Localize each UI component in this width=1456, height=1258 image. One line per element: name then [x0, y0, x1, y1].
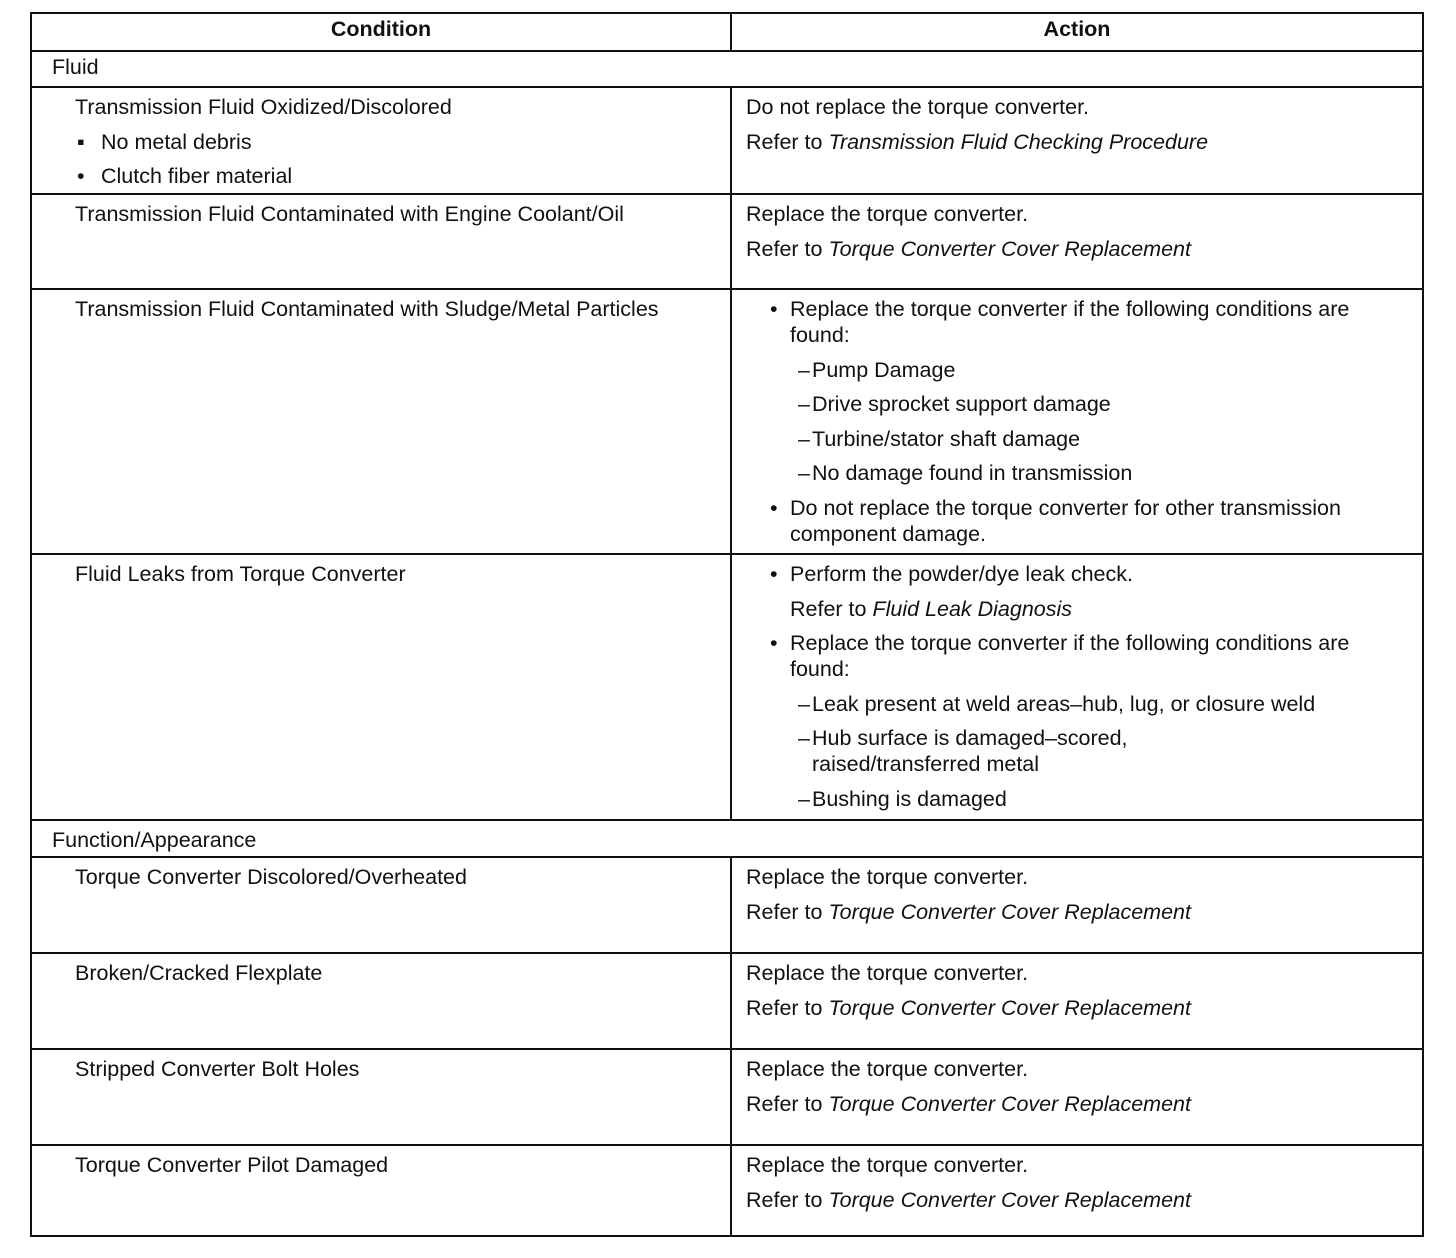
action-cell: [732, 555, 1422, 819]
condition-cell: [32, 290, 732, 553]
action-bullet: • Replace the torque converter if the following conditions are found:: [746, 296, 1412, 348]
condition-cell: [32, 1146, 732, 1235]
action-dash-item: – Pump Damage: [746, 357, 1412, 383]
table-header-row: [32, 14, 1422, 52]
section-fluid: Fluid: [32, 52, 1422, 88]
action-text: Replace the torque converter.: [746, 1153, 1029, 1177]
condition-bullet: • Clutch fiber material: [75, 163, 730, 189]
action-text: Replace the torque converter.: [746, 961, 1029, 985]
action-text: Replace the torque converter.: [746, 1057, 1029, 1081]
condition-text: Stripped Converter Bolt Holes: [75, 1057, 360, 1081]
condition-cell: [32, 1050, 732, 1144]
condition-text: Torque Converter Discolored/Overheated: [75, 865, 467, 889]
action-refer: [746, 236, 1412, 262]
procedure-link[interactable]: Torque Converter Cover Replacement: [828, 1187, 1191, 1212]
condition-cell: [32, 88, 732, 193]
action-refer: [746, 129, 1412, 155]
refer-prefix: Refer to: [746, 129, 829, 154]
condition-cell: [32, 858, 732, 952]
action-text: Replace the torque converter.: [746, 202, 1029, 226]
action-cell: [732, 1050, 1422, 1144]
refer-prefix: Refer to: [746, 899, 829, 924]
action-text: Do not replace the torque converter.: [746, 95, 1090, 119]
refer-prefix: Refer to: [746, 1091, 829, 1116]
procedure-link[interactable]: Transmission Fluid Checking Procedure: [828, 129, 1209, 154]
action-dash-item: – No damage found in transmission: [746, 460, 1412, 486]
condition-text: Transmission Fluid Oxidized/Discolored: [75, 95, 452, 119]
procedure-link[interactable]: Torque Converter Cover Replacement: [828, 236, 1191, 261]
refer-prefix: Refer to: [790, 596, 873, 621]
action-cell: [732, 858, 1422, 952]
table-row: [32, 1050, 1422, 1146]
refer-prefix: Refer to: [746, 995, 829, 1020]
procedure-link[interactable]: Torque Converter Cover Replacement: [828, 899, 1191, 924]
procedure-link[interactable]: Torque Converter Cover Replacement: [828, 995, 1191, 1020]
action-text: Replace the torque converter.: [746, 865, 1029, 889]
action-cell: [732, 954, 1422, 1048]
table-row: [32, 1146, 1422, 1235]
action-cell: [732, 1146, 1422, 1235]
action-refer: [746, 596, 1412, 622]
action-cell: [732, 88, 1422, 193]
action-refer: [746, 1187, 1412, 1213]
action-dash-item: – Bushing is damaged: [746, 786, 1412, 812]
action-cell: [732, 290, 1422, 553]
action-dash-item: – Turbine/stator shaft damage: [746, 426, 1412, 452]
action-bullet: • Do not replace the torque converter for other transmission component damage.: [746, 495, 1412, 547]
action-dash-item: – Hub surface is damaged–scored, raised/transferred metal: [746, 725, 1412, 777]
procedure-link[interactable]: Torque Converter Cover Replacement: [828, 1091, 1191, 1116]
diagnosis-table: [30, 12, 1424, 1237]
refer-prefix: Refer to: [746, 236, 829, 261]
condition-cell: [32, 195, 732, 288]
action-bullet: • Replace the torque converter if the following conditions are found:: [746, 630, 1412, 682]
condition-column-header: Condition: [32, 14, 732, 50]
condition-text: Broken/Cracked Flexplate: [75, 961, 323, 985]
condition-cell: [32, 555, 732, 819]
table-row: [32, 290, 1422, 555]
action-refer: [746, 995, 1412, 1021]
table-row: [32, 555, 1422, 821]
action-column-header: Action: [1043, 17, 1111, 41]
condition-text: Transmission Fluid Contaminated with Engine Coolant/Oil: [75, 202, 624, 226]
table-row: [32, 954, 1422, 1050]
action-cell: [732, 195, 1422, 288]
procedure-link[interactable]: Fluid Leak Diagnosis: [872, 596, 1073, 621]
condition-cell: [32, 954, 732, 1048]
table-row: [32, 88, 1422, 195]
action-refer: [746, 1091, 1412, 1117]
action-dash-item: – Leak present at weld areas–hub, lug, or closure weld: [746, 691, 1412, 717]
action-bullet: • Perform the powder/dye leak check.: [746, 561, 1412, 587]
action-refer: [746, 899, 1412, 925]
table-row: [32, 195, 1422, 290]
condition-bullet: ▪ No metal debris: [75, 129, 730, 155]
condition-text: Torque Converter Pilot Damaged: [75, 1153, 389, 1177]
section-function-appearance: Function/Appearance: [32, 821, 1422, 858]
condition-text: Transmission Fluid Contaminated with Sludge/Metal Particles: [75, 297, 659, 321]
refer-prefix: Refer to: [746, 1187, 829, 1212]
action-dash-item: – Drive sprocket support damage: [746, 391, 1412, 417]
condition-text: Fluid Leaks from Torque Converter: [75, 562, 406, 586]
table-row: [32, 858, 1422, 954]
